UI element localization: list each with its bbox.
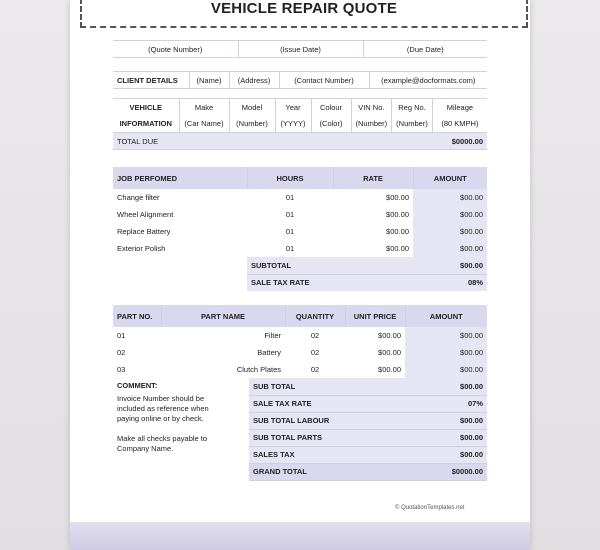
job-hours: 01 [285, 227, 295, 236]
part-price: $00.00 [378, 331, 401, 340]
job-rate: $00.00 [386, 210, 409, 219]
job-rate: $00.00 [386, 244, 409, 253]
page-bottom-band [70, 522, 530, 550]
footer-credit: © QuotationTemplates.net [395, 505, 465, 511]
table-row [113, 189, 487, 206]
part-price: $00.00 [378, 348, 401, 357]
job-hours: 01 [285, 210, 295, 219]
part-amount: $00.00 [405, 327, 487, 344]
part-no: 01 [117, 331, 126, 340]
grand-total-label: GRAND TOTAL [253, 467, 307, 476]
document-title: VEHICLE REPAIR QUOTE [210, 0, 398, 17]
part-no: 03 [117, 365, 126, 374]
part-amount: $00.00 [405, 344, 487, 361]
rate-header: RATE [333, 167, 413, 189]
summary-table [249, 378, 487, 481]
vehicle-label-1: VEHICLE [129, 102, 162, 112]
comment-text-2: included as reference when [117, 404, 209, 413]
part-name: Clutch Plates [236, 365, 281, 374]
comment-text-5: Company Name. [117, 444, 174, 453]
summary-label: SUB TOTAL LABOUR [253, 416, 330, 425]
table-row [113, 344, 487, 361]
summary-value: $00.00 [460, 416, 483, 425]
comment-block [113, 380, 247, 454]
vehicle-colour: (Color) [311, 116, 351, 133]
part-name: Filter [264, 331, 281, 340]
vehicle-header-colour: Colour [311, 99, 351, 116]
subtotal-value: $00.00 [413, 257, 487, 274]
hours-header: HOURS [247, 167, 333, 189]
client-details-table [113, 71, 487, 89]
quantity-header: QUANTITY [285, 305, 345, 327]
job-name: Wheel Alignment [117, 210, 174, 219]
vehicle-header-year: Year [275, 99, 311, 116]
summary-value: $00.00 [460, 433, 483, 442]
vehicle-model: (Number) [229, 116, 275, 133]
table-row [113, 327, 487, 344]
total-due-label: TOTAL DUE [117, 136, 159, 146]
total-due-value: $0000.00 [451, 136, 483, 146]
job-amount: $00.00 [413, 223, 487, 240]
parts-table [113, 305, 487, 378]
vehicle-header-model: Model [229, 99, 275, 116]
summary-value: 07% [467, 399, 483, 408]
subtotal-label: SUBTOTAL [247, 257, 413, 274]
due-date: (Due Date) [363, 41, 487, 58]
comment-text-3: paying online or by check. [117, 414, 204, 423]
vehicle-year: (YYYY) [275, 116, 311, 133]
part-no-header: PART NO. [117, 311, 153, 321]
job-amount: $00.00 [413, 240, 487, 257]
part-qty: 02 [310, 348, 320, 357]
client-address: (Address) [229, 72, 279, 89]
job-hours: 01 [285, 244, 295, 253]
vehicle-vin: (Number) [351, 116, 392, 133]
issue-date: (Issue Date) [238, 41, 363, 58]
client-email: (example@docformats.com) [369, 72, 487, 89]
client-name: (Name) [189, 72, 229, 89]
job-header: JOB PERFOMED [117, 173, 178, 183]
job-rate: $00.00 [386, 193, 409, 202]
job-name: Change filter [117, 193, 160, 202]
table-row [113, 361, 487, 378]
comment-text-1: Invoice Number should be [117, 394, 205, 403]
part-qty: 02 [310, 331, 320, 340]
comment-label: COMMENT: [117, 381, 158, 390]
comment-text-4: Make all checks payable to [117, 434, 208, 443]
title-box [80, 0, 528, 28]
part-price: $00.00 [378, 365, 401, 374]
vehicle-header-reg: Reg No. [392, 99, 433, 116]
vehicle-label-2: INFORMATION [119, 119, 172, 129]
tax-rate-label: SALE TAX RATE [247, 274, 413, 291]
summary-label: SUB TOTAL PARTS [253, 433, 323, 442]
job-amount: $00.00 [413, 189, 487, 206]
amount-header: AMOUNT [413, 167, 487, 189]
job-name: Replace Battery [117, 227, 171, 236]
table-row [113, 206, 487, 223]
table-row [113, 240, 487, 257]
summary-label: SUB TOTAL [253, 381, 296, 391]
vehicle-make: (Car Name) [179, 116, 229, 133]
unit-price-header: UNIT PRICE [345, 305, 405, 327]
job-name: Exterior Polish [117, 244, 166, 253]
part-name: Battery [257, 348, 281, 357]
vehicle-mileage: (80 KMPH) [432, 116, 487, 133]
vehicle-header-vin: VIN No. [351, 99, 392, 116]
grand-total-value: $0000.00 [451, 467, 483, 476]
quote-info-table [113, 40, 487, 58]
jobs-table [113, 167, 487, 291]
summary-value: $00.00 [460, 450, 483, 459]
summary-value: $00.00 [460, 381, 483, 391]
vehicle-header-make: Make [179, 99, 229, 116]
job-amount: $00.00 [413, 206, 487, 223]
part-name-header: PART NAME [161, 305, 285, 327]
job-rate: $00.00 [386, 227, 409, 236]
job-hours: 01 [285, 193, 295, 202]
client-details-label: CLIENT DETAILS [117, 75, 178, 85]
part-amount: $00.00 [405, 361, 487, 378]
quote-number: (Quote Number) [148, 44, 203, 54]
summary-label: SALES TAX [253, 450, 295, 459]
client-contact: (Contact Number) [279, 72, 369, 89]
part-qty: 02 [310, 365, 320, 374]
part-no: 02 [117, 348, 126, 357]
vehicle-info-table [113, 98, 487, 150]
table-row [113, 223, 487, 240]
part-amount-header: AMOUNT [405, 305, 487, 327]
tax-rate-value: 08% [413, 274, 487, 291]
vehicle-reg: (Number) [392, 116, 433, 133]
summary-label: SALE TAX RATE [253, 399, 312, 408]
vehicle-header-mileage: Mileage [432, 99, 487, 116]
